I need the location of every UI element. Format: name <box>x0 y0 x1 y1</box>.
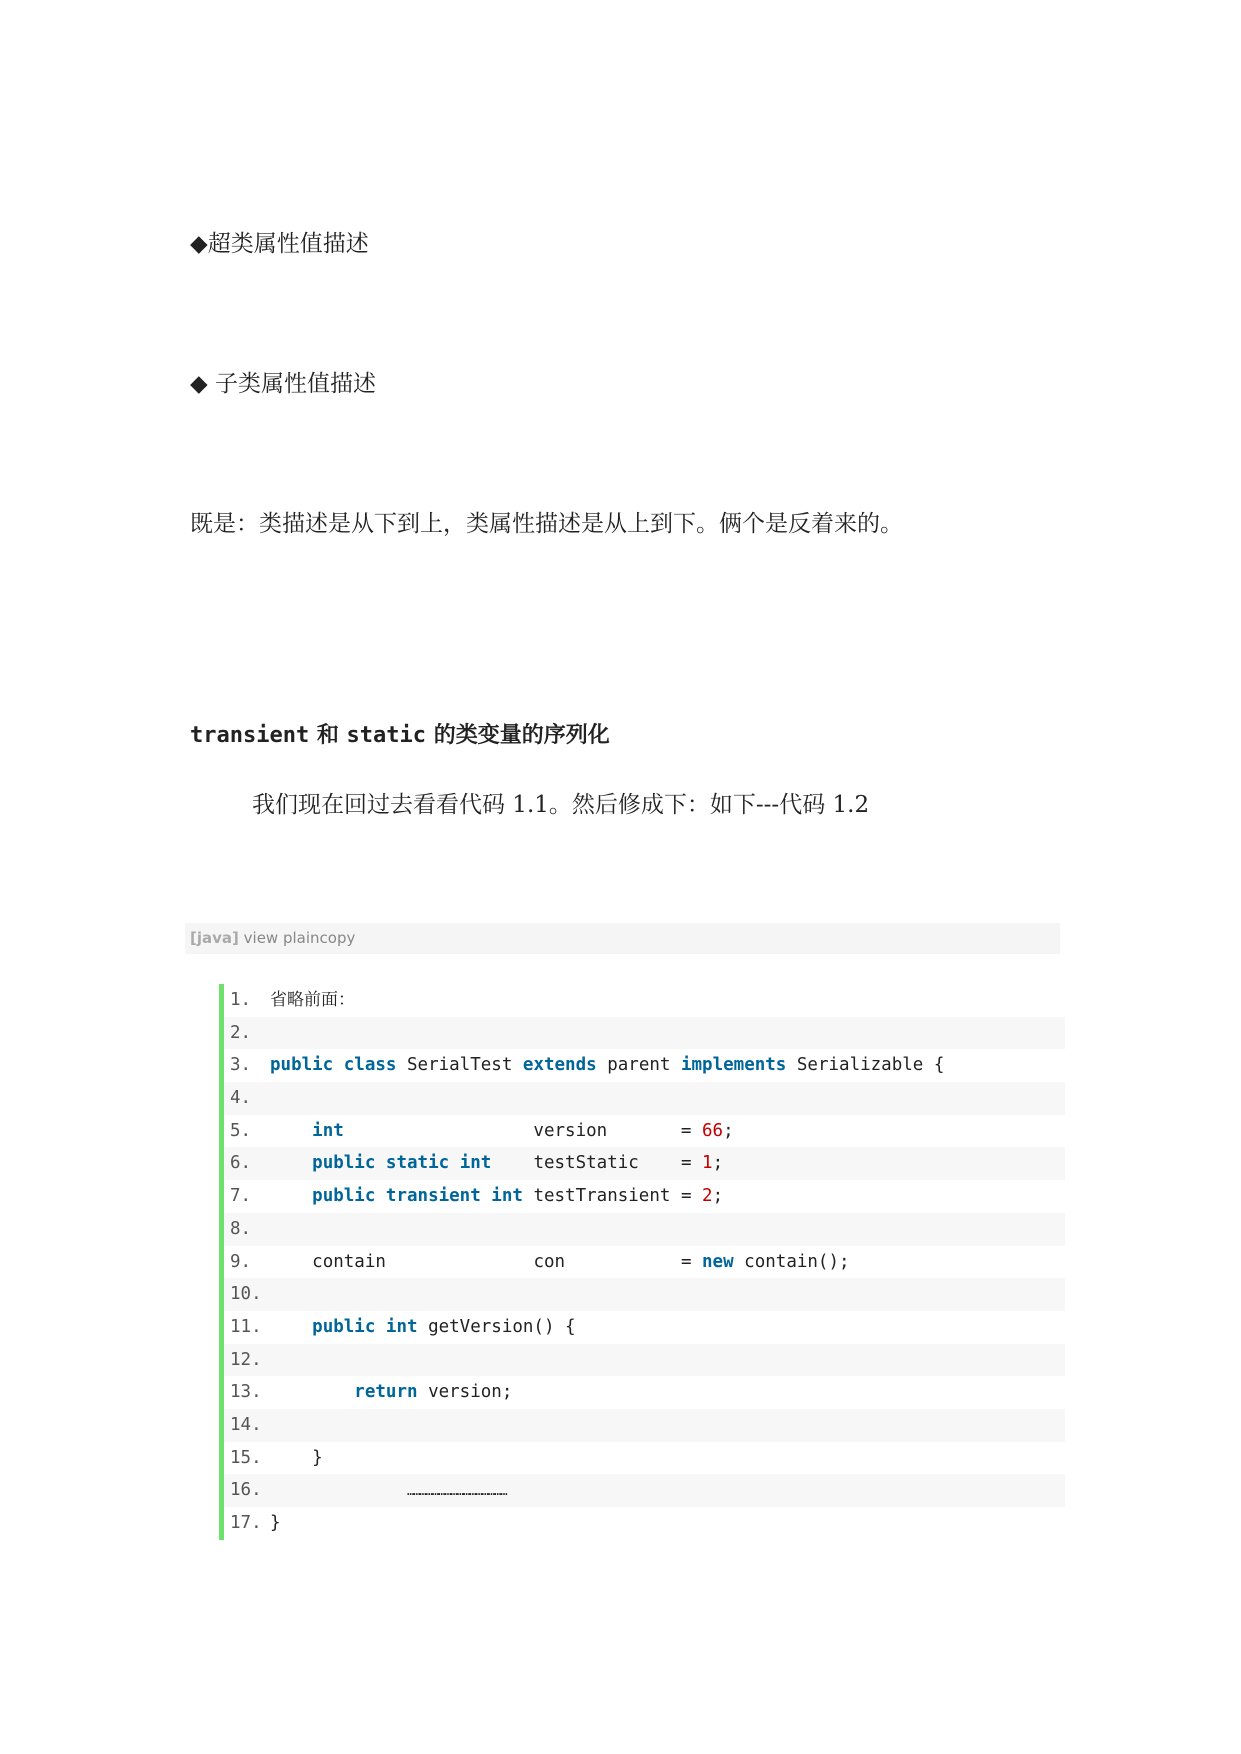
line-number: 12. <box>230 1349 262 1370</box>
code-keyword: public <box>312 1186 376 1207</box>
line-number: 16. <box>230 1480 262 1501</box>
code-line <box>224 1147 1065 1180</box>
line-number: 13. <box>230 1382 262 1403</box>
code-line <box>224 1507 1065 1540</box>
code-keyword: return <box>354 1382 418 1403</box>
code-text: version; <box>428 1382 513 1403</box>
line-number: 3. <box>230 1055 252 1076</box>
code-line <box>224 1180 1065 1213</box>
heading-word-transient: transient <box>190 723 310 748</box>
code-keyword: implements <box>680 1055 787 1076</box>
sub-class-desc: ◆ 子类属性值描述 <box>190 371 376 397</box>
line-number: 11. <box>230 1316 262 1337</box>
super-class-desc: ◆超类属性值描述 <box>190 231 369 257</box>
code-text: getVersion() { <box>428 1316 576 1337</box>
code-language-label: [java] <box>190 929 239 947</box>
line-number: 8. <box>230 1218 252 1239</box>
line-number: 17. <box>230 1513 262 1533</box>
code-toolbar <box>185 923 1060 954</box>
code-text: SerialTest <box>407 1055 513 1076</box>
code-text: version = <box>533 1120 702 1141</box>
code-keyword: int <box>312 1120 344 1141</box>
code-keyword: public <box>270 1055 334 1076</box>
code-line <box>224 1442 1065 1475</box>
line-number: 9. <box>230 1251 252 1272</box>
code-keyword: class <box>343 1055 397 1076</box>
line-number: 15. <box>230 1447 262 1468</box>
code-line <box>224 1278 1065 1311</box>
line-number: 10. <box>230 1284 262 1305</box>
heading-text-rest: 的类变量的序列化 <box>426 723 610 748</box>
code-keyword: public <box>312 1153 376 1174</box>
code-keyword: extends <box>522 1055 597 1076</box>
code-line <box>224 1082 1065 1115</box>
code-text: ; <box>712 1153 724 1174</box>
code-keyword: transient <box>385 1186 481 1207</box>
code-text: ; <box>723 1120 734 1141</box>
code-number: 2 <box>702 1186 713 1207</box>
view-plain-copy-links[interactable]: view plaincopy <box>243 929 356 947</box>
code-keyword: new <box>702 1251 734 1272</box>
code-text: testStatic = <box>533 1153 703 1174</box>
code-keyword: static <box>385 1153 450 1174</box>
code-keyword: int <box>385 1316 418 1337</box>
code-text: } <box>270 1513 281 1533</box>
code-text: parent <box>607 1055 671 1076</box>
line-number: 6. <box>230 1153 252 1174</box>
heading-text-and: 和 <box>309 723 347 748</box>
code-number: 1 <box>702 1153 713 1174</box>
code-keyword: int <box>491 1186 523 1207</box>
code-line <box>224 1311 1065 1344</box>
code-text: con = <box>533 1251 703 1272</box>
line-number: 7. <box>230 1186 252 1207</box>
code-line <box>224 1474 1065 1507</box>
code-line <box>224 1246 1065 1279</box>
line-number: 2. <box>230 1022 252 1043</box>
code-line <box>224 1376 1065 1409</box>
code-line <box>224 1409 1065 1442</box>
code-line <box>224 984 1065 1017</box>
line-number: 14. <box>230 1414 262 1435</box>
intro-text: 我们现在回过去看看代码 1.1。然后修成下：如下---代码 1.2 <box>252 792 870 818</box>
code-line <box>224 1115 1065 1148</box>
code-line <box>224 1344 1065 1377</box>
code-block <box>219 984 1065 1540</box>
section-heading <box>190 721 610 751</box>
code-line <box>224 1213 1065 1246</box>
code-ellipsis: ………………………………………… <box>406 1484 507 1499</box>
summary-text: 既是：类描述是从下到上，类属性描述是从上到下。俩个是反着来的。 <box>190 511 903 537</box>
line-number: 1. <box>230 990 252 1010</box>
line-number: 5. <box>230 1120 252 1141</box>
code-text: contain <box>312 1251 386 1272</box>
line-number: 4. <box>230 1088 252 1109</box>
code-number: 66 <box>702 1120 724 1141</box>
code-text: ; <box>712 1186 724 1207</box>
code-text: } <box>312 1447 323 1468</box>
heading-word-static: static <box>346 723 427 748</box>
code-line <box>224 1049 1065 1082</box>
code-keyword: int <box>459 1153 492 1174</box>
code-keyword: public <box>312 1316 376 1337</box>
code-text: Serializable { <box>796 1055 945 1076</box>
code-text: contain(); <box>744 1251 850 1272</box>
code-text: 省略前面： <box>270 990 355 1010</box>
code-line <box>224 1017 1065 1050</box>
code-text: testTransient = <box>533 1186 703 1207</box>
